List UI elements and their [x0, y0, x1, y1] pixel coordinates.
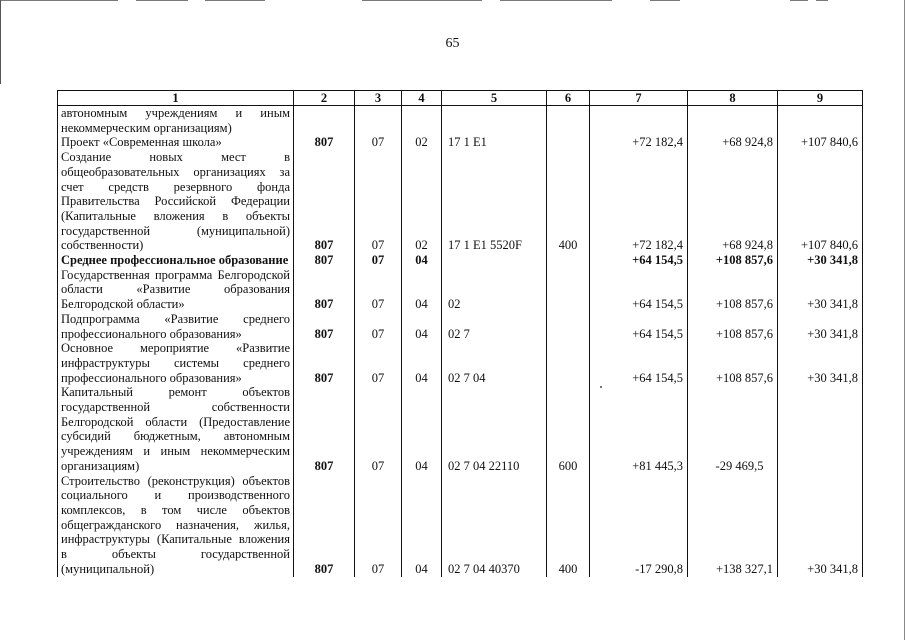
cell-amount-col9: +30 341,8: [778, 341, 863, 385]
scan-top-edge: [0, 0, 905, 2]
cell-amount-col7: +64 154,5: [590, 268, 688, 312]
cell-target-article: [442, 253, 547, 268]
cell-amount-col9: +107 840,6: [778, 150, 863, 253]
column-header: 8: [688, 91, 778, 106]
cell-target-article: 02: [442, 268, 547, 312]
cell-target-article: 17 1 E1 5520F: [442, 150, 547, 253]
cell-section: 07: [355, 253, 402, 268]
row-name: Подпрограмма «Развитие среднего профессионального образования»: [58, 312, 294, 341]
scan-speck: [600, 386, 602, 388]
column-header: 4: [402, 91, 442, 106]
cell-ministry: 807: [294, 253, 355, 268]
page-number: 65: [445, 36, 460, 51]
cell-amount-col9: +30 341,8: [778, 253, 863, 268]
cell-ministry: 807: [294, 474, 355, 577]
cell-section: 07: [355, 312, 402, 341]
cell-subsection: 04: [402, 312, 442, 341]
cell-amount-col7: +81 445,3: [590, 385, 688, 473]
cell-ministry: [294, 106, 355, 136]
cell-expense-type: [547, 312, 590, 341]
cell-ministry: 807: [294, 385, 355, 473]
table-row: [58, 312, 863, 341]
cell-amount-col7: +72 182,4: [590, 135, 688, 150]
cell-amount-col9: [778, 106, 863, 136]
row-name: Создание новых мест в общеобразовательных организациях за счет средств резервного фонда Правительства Российской Федерации (Капитальные вложения в объекты государственной (муниципальной) собственности): [58, 150, 294, 253]
column-header: 2: [294, 91, 355, 106]
table-row: [58, 253, 863, 268]
cell-expense-type: [547, 106, 590, 136]
cell-ministry: 807: [294, 312, 355, 341]
cell-amount-col7: +64 154,5: [590, 312, 688, 341]
row-name: Основное мероприятие «Развитие инфраструктуры системы среднего профессионального образования»: [58, 341, 294, 385]
table-row: [58, 385, 863, 473]
cell-section: 07: [355, 474, 402, 577]
cell-section: 07: [355, 268, 402, 312]
cell-subsection: 02: [402, 135, 442, 150]
cell-amount-col8: +108 857,6: [688, 341, 778, 385]
table-header-row: [58, 91, 863, 106]
cell-section: 07: [355, 385, 402, 473]
cell-target-article: 17 1 E1: [442, 135, 547, 150]
cell-subsection: 02: [402, 150, 442, 253]
cell-target-article: 02 7: [442, 312, 547, 341]
cell-ministry: 807: [294, 268, 355, 312]
column-header: 7: [590, 91, 688, 106]
cell-amount-col7: [590, 106, 688, 136]
cell-ministry: 807: [294, 341, 355, 385]
column-header: 1: [58, 91, 294, 106]
cell-expense-type: [547, 268, 590, 312]
cell-subsection: 04: [402, 385, 442, 473]
cell-amount-col8: +108 857,6: [688, 312, 778, 341]
cell-subsection: 04: [402, 341, 442, 385]
cell-amount-col7: +64 154,5: [590, 253, 688, 268]
cell-amount-col9: +30 341,8: [778, 474, 863, 577]
row-name: Среднее профессиональное образование: [58, 253, 294, 268]
cell-amount-col7: +72 182,4: [590, 150, 688, 253]
cell-ministry: 807: [294, 135, 355, 150]
cell-subsection: 04: [402, 253, 442, 268]
row-name: Строительство (реконструкция) объектов социального и производственного комплексов, в том числе объектов общегражданского назначения, жилья, инфраструктуры (Капитальные вложения в объекты государственной (муниципальной): [58, 474, 294, 577]
table-row: [58, 341, 863, 385]
cell-amount-col8: [688, 106, 778, 136]
table-row: [58, 106, 863, 136]
cell-target-article: 02 7 04: [442, 341, 547, 385]
column-header: 9: [778, 91, 863, 106]
table-row: [58, 135, 863, 150]
cell-amount-col9: +30 341,8: [778, 312, 863, 341]
table-row: [58, 474, 863, 577]
row-name: автономным учреждениям и иным некоммерческим организациям): [58, 106, 294, 136]
cell-target-article: 02 7 04 22110: [442, 385, 547, 473]
cell-amount-col8: +68 924,8: [688, 150, 778, 253]
cell-subsection: 04: [402, 268, 442, 312]
cell-amount-col9: +107 840,6: [778, 135, 863, 150]
column-header: 5: [442, 91, 547, 106]
cell-expense-type: [547, 135, 590, 150]
cell-expense-type: 400: [547, 150, 590, 253]
row-name: Государственная программа Белгородской области «Развитие образования Белгородской области»: [58, 268, 294, 312]
cell-expense-type: [547, 341, 590, 385]
cell-subsection: 04: [402, 474, 442, 577]
cell-amount-col8: +108 857,6: [688, 253, 778, 268]
row-name: Проект «Современная школа»: [58, 135, 294, 150]
row-name: Капитальный ремонт объектов государственной собственности Белгородской области (Предоставление субсидий бюджетным, автономным учреждениям и иным некоммерческим организациям): [58, 385, 294, 473]
cell-amount-col8: +138 327,1: [688, 474, 778, 577]
cell-amount-col7: +64 154,5: [590, 341, 688, 385]
cell-ministry: 807: [294, 150, 355, 253]
cell-amount-col8: +108 857,6: [688, 268, 778, 312]
column-header: 6: [547, 91, 590, 106]
cell-amount-col9: +30 341,8: [778, 268, 863, 312]
cell-amount-col7: -17 290,8: [590, 474, 688, 577]
cell-target-article: 02 7 04 40370: [442, 474, 547, 577]
cell-amount-col9: [778, 385, 863, 473]
cell-expense-type: [547, 253, 590, 268]
cell-expense-type: 400: [547, 474, 590, 577]
cell-amount-col8: -29 469,5: [688, 385, 778, 473]
table-row: [58, 150, 863, 253]
table-row: [58, 268, 863, 312]
cell-section: 07: [355, 341, 402, 385]
budget-table: [57, 90, 863, 577]
cell-section: [355, 106, 402, 136]
cell-subsection: [402, 106, 442, 136]
cell-section: 07: [355, 150, 402, 253]
cell-section: 07: [355, 135, 402, 150]
cell-expense-type: 600: [547, 385, 590, 473]
cell-amount-col8: +68 924,8: [688, 135, 778, 150]
column-header: 3: [355, 91, 402, 106]
cell-target-article: [442, 106, 547, 136]
